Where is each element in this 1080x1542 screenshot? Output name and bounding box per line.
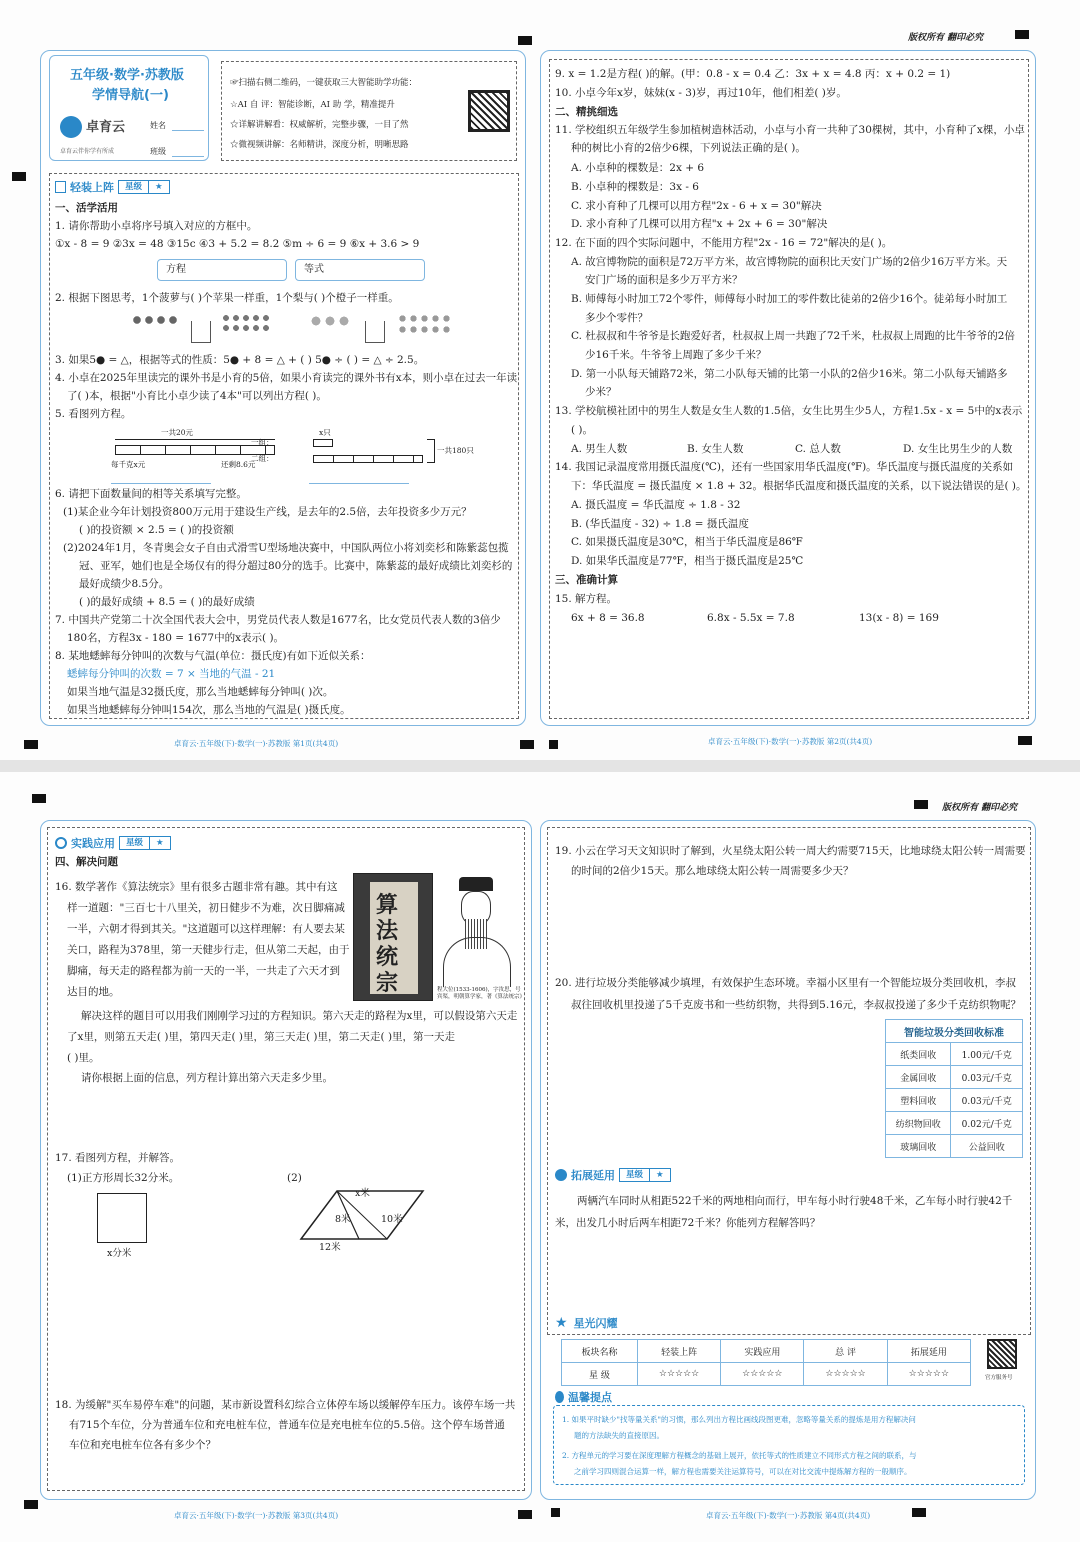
question-17-1: (1)正方形周长32分米。: [67, 1172, 180, 1184]
figure-label: 12米: [319, 1242, 341, 1253]
question-11-cont: 种的树比小育的2倍少6棵，下列说法正确的是( )。: [571, 142, 806, 154]
robe-icon: [443, 937, 511, 987]
registration-mark: [24, 1500, 38, 1509]
sheet-gap: [0, 760, 1080, 772]
tips-header: [555, 1389, 612, 1405]
question-6-2-cont: 最好成绩少8.5分。: [79, 578, 170, 590]
scale-icon: [365, 321, 385, 343]
answer-line[interactable]: [111, 483, 211, 484]
registration-mark: [1018, 736, 1032, 745]
question-8-formula: 蟋蟀每分钟叫的次数 = 7 × 当地的气温 - 21: [67, 668, 276, 680]
page-footer: 卓育云·五年级(下)·数学(一)·苏教版 第3页(共4页): [174, 1511, 339, 1520]
brace-line: [427, 439, 435, 463]
table-row: [562, 1363, 971, 1386]
option[interactable]: D. 如果华氏温度是77℉，相当于摄氏温度是25℃: [571, 555, 804, 567]
page-footer: 卓育云·五年级(下)·数学(一)·苏教版 第1页(共4页): [174, 739, 339, 748]
qr-caption: 官方服务号: [985, 1375, 1013, 1381]
section-header: [555, 1167, 671, 1183]
option-cont: 少米？: [585, 386, 617, 398]
bulb-icon: [555, 1391, 564, 1403]
part-heading: 一、活学活用: [55, 202, 118, 214]
diagram-label: 一组：: [251, 438, 274, 447]
table-row: [562, 1340, 971, 1363]
diagram-label: 还剩8.6元: [221, 460, 256, 469]
question-16-cont: 一半，六朝才得到其关。"这道题可以这样理解：有人要去某: [67, 923, 345, 935]
stars-value: ★: [649, 1169, 670, 1181]
question-7: 7. 中国共产党第二十次全国代表大会中，男党员代表人数是1677名，比女党员代表人数的3倍少: [55, 614, 501, 626]
book-image: [353, 873, 433, 1001]
table-row: [886, 1043, 1023, 1066]
segment-bar: [313, 455, 423, 463]
table-header: 板块名称: [562, 1340, 638, 1363]
table-cell: 玻璃回收: [886, 1135, 951, 1158]
stars-value: ★: [149, 837, 170, 849]
table-cell: 金属回收: [886, 1066, 951, 1089]
tips-box: [553, 1405, 1025, 1485]
option-cont: 安门广场的面积是多少万平方米？: [585, 274, 743, 286]
balance-scale-1: [131, 313, 271, 349]
equation-box[interactable]: 方程: [157, 259, 287, 281]
table-cell: 0.03元/千克: [951, 1066, 1023, 1089]
question-16: 16. 数学著作《算法统宗》里有很多古题非常有趣。其中有这: [55, 881, 338, 893]
question-20: 20. 进行垃圾分类能够减少填埋，有效保护生态环境。幸福小区里有一个智能垃圾分类回收机，李叔: [555, 977, 1017, 989]
star-icon: ★: [555, 1315, 568, 1331]
orange-icon: [397, 313, 453, 335]
page-footer: 卓育云·五年级(下)·数学(一)·苏教版 第2页(共4页): [708, 737, 873, 746]
stars-tag: [619, 1168, 671, 1182]
diagram-label: 每千克x元: [111, 460, 146, 469]
extend-icon: [555, 1169, 567, 1181]
question-9: 9. x = 1.2是方程( )的解。(甲：0.8 - x = 0.4 乙：3x + x = 4.8 丙：x + 0.2 = 1): [555, 68, 951, 80]
stars-label: 星级: [626, 1170, 644, 1180]
table-cell: 1.00元/千克: [951, 1043, 1023, 1066]
registration-mark: [518, 36, 532, 45]
qr-code-icon[interactable]: [987, 1339, 1017, 1369]
question-16-p2-blanks: 了x里，则第五天走( )里，第四天走( )里，第三天走( )里，第二天走( )里，第一天走: [67, 1031, 456, 1043]
pineapple-icon: [131, 313, 181, 327]
option[interactable]: D. 求小育种了几棵可以用方程"x + 2x + 6 = 30"解决: [571, 218, 828, 230]
question-6-2-blank: ( )的最好成绩 + 8.5 = ( )的最好成绩: [79, 596, 255, 608]
equation: 13(x - 8) = 169: [859, 612, 939, 624]
portrait-image: [437, 877, 517, 987]
question-16-cont: 样一道题："三百七十八里关，初日健步不为难，次日脚痛减: [67, 902, 345, 914]
question-18-cont: 车位和充电桩车位各有多少个？: [69, 1439, 216, 1451]
flash-title: 星光闪耀: [573, 1317, 618, 1330]
page-1: [40, 50, 526, 726]
brand-name: 卓育云: [86, 120, 126, 135]
registration-mark: [1015, 30, 1029, 39]
page-footer: 卓育云·五年级(下)·数学(一)·苏教版 第4页(共4页): [706, 1511, 871, 1520]
question-14: 14. 我国记录温度常用摄氏温度(℃)，还有一些国家用华氏温度(℉)。华氏温度与摄氏温度的关系如: [555, 461, 1014, 473]
question-18-cont: 有715个车位，分为普通车位和充电桩车位，普通车位是充电桩车位的5.5倍。这个停车场普通: [69, 1419, 505, 1431]
table-row: [886, 1066, 1023, 1089]
apple-icon: [221, 313, 269, 335]
evaluation-table: [561, 1339, 971, 1386]
registration-mark: [520, 740, 534, 749]
question-14-cont: 下：华氏温度 = 摄氏温度 × 1.8 + 32。根据华氏温度和摄氏温度的关系，以下说法错误的是( )。: [571, 480, 1027, 492]
scale-icon: [191, 321, 211, 343]
question-16-cont: 达目的地。: [67, 986, 120, 998]
table-header: 轻装上阵: [637, 1340, 720, 1363]
promo-line: ☆AI 自 评：智能诊断，AI 助 学，精准提升: [230, 100, 395, 110]
table-row: [886, 1089, 1023, 1112]
figure-label: 8米: [335, 1214, 351, 1225]
question-6: 6. 请把下面数量间的相等关系填写完整。: [55, 488, 247, 500]
question-20-cont: 叔往回收机里投递了5千克废书和一些纺织物，共得到5.16元，李叔叔投递了多少千克纺织物呢？: [571, 999, 1022, 1011]
star-rating[interactable]: ☆☆☆☆☆: [804, 1363, 887, 1386]
registration-mark: [24, 740, 38, 749]
option[interactable]: C. 总人数: [795, 443, 841, 455]
balance-scale-2: [309, 313, 459, 349]
star-rating[interactable]: ☆☆☆☆☆: [637, 1363, 720, 1386]
sheet-bottom: [0, 772, 1080, 1542]
question-16-p2: 解决这样的题目可以用我们刚刚学习过的方程知识。第六天走的路程为x里，可以假设第六天走: [81, 1010, 518, 1022]
question-3: 3. 如果5● = △，根据等式的性质：5● + 8 = △ + ( ) 5● ÷ ( ) = △ ÷ 2.5。: [55, 354, 425, 366]
question-7-cont: 180名，方程3x - 180 = 1677中的x表示( )。: [67, 632, 285, 644]
question-16-cont: 关口，路程为378里，第一天健步行走，但从第二天起，由于: [67, 944, 350, 956]
equality-box[interactable]: 等式: [295, 259, 425, 281]
table-cell: 纺织物回收: [886, 1112, 951, 1135]
star-rating[interactable]: ☆☆☆☆☆: [887, 1363, 970, 1386]
table-header: 拓展延用: [887, 1340, 970, 1363]
section-header: [55, 179, 170, 195]
option[interactable]: A. 故宫博物院的面积是72万平方米，故宫博物院的面积比天安门广场的2倍少16万平方米。天: [571, 256, 1008, 268]
question-17: 17. 看图列方程，并解答。: [55, 1152, 181, 1164]
name-field[interactable]: [172, 130, 204, 131]
class-field[interactable]: [172, 156, 204, 157]
brand-slogan: 卓育云伴你学有所成: [60, 148, 115, 155]
option[interactable]: B. 师傅每小时加工72个零件，师傅每小时加工的零件数比徒弟的2倍少16个。徒弟每小时加工: [571, 293, 1008, 305]
question-1: 1. 请你帮助小卓将序号填入对应的方框中。: [55, 220, 258, 232]
figure-label: x分米: [107, 1248, 132, 1259]
figure-label: x米: [355, 1188, 370, 1199]
diagram-label: 一共20元: [161, 428, 194, 437]
question-4-cont: 了( )本，根据"小育比小卓少读了4本"可以列出方程( )。: [67, 390, 327, 402]
sheet-top: [0, 0, 1080, 760]
recycle-rate-table: [885, 1019, 1023, 1158]
option[interactable]: C. 求小育种了几棵可以用方程"2x - 6 + x = 30"解决: [571, 200, 822, 212]
stars-tag: [119, 836, 171, 850]
answer-line[interactable]: [309, 483, 409, 484]
extension-question-cont: 米，出发几小时后两车相距72千米？你能列方程解答吗？: [555, 1217, 821, 1229]
question-6-1: (1)某企业今年计划投资800万元用于建设生产线，是去年的2.5倍，去年投资多少万元？: [63, 506, 472, 518]
table-header: 总 评: [804, 1340, 887, 1363]
flash-header: [555, 1315, 618, 1331]
section-title: 拓展延用: [571, 1169, 615, 1182]
table-cell: 0.03元/千克: [951, 1089, 1023, 1112]
copyright-header: 版权所有 翻印必究: [908, 33, 984, 43]
stars-tag: [118, 180, 170, 194]
diagram-label: x只: [319, 428, 331, 437]
page-title: 五年级·数学·苏教版: [70, 68, 184, 83]
table-cell: 公益回收: [951, 1135, 1023, 1158]
question-13: 13. 学校航模社团中的男生人数是女生人数的1.5倍，女生比男生少5人，方程1.5x - x = 5中的x表示: [555, 405, 1023, 417]
section-header: [55, 835, 171, 851]
stars-label: 星级: [125, 182, 143, 192]
hat-icon: [459, 877, 493, 891]
section-title: 轻装上阵: [70, 181, 114, 194]
gear-icon: [55, 837, 67, 849]
option[interactable]: A. 摄氏温度 = 华氏温度 ÷ 1.8 - 32: [571, 499, 741, 511]
stars-label: 星级: [126, 838, 144, 848]
registration-mark: [518, 1510, 532, 1519]
star-rating[interactable]: ☆☆☆☆☆: [721, 1363, 804, 1386]
page-subtitle: 学情导航(一): [92, 88, 169, 103]
title-block: [49, 55, 209, 161]
part-heading: 二、精挑细选: [555, 106, 618, 118]
option[interactable]: D. 第一小队每天铺路72米，第二小队每天铺的比第一小队的2倍少16米。第二小队每天铺路多: [571, 368, 1008, 380]
option[interactable]: B. 小卓种的棵数是：3x - 6: [571, 181, 699, 193]
doc-icon: [55, 181, 66, 193]
registration-mark: [12, 172, 26, 181]
option[interactable]: C. 如果摄氏温度是30℃，相当于华氏温度是86℉: [571, 536, 803, 548]
part-heading: 四、解决问题: [55, 856, 118, 868]
table-row: [886, 1112, 1023, 1135]
question-12: 12. 在下面的四个实际问题中，不能用方程"2x - 16 = 72"解决的是( )。: [555, 237, 893, 249]
question-19-cont: 的时间的2倍少15天。那么地球绕太阳公转一周需要多少天？: [571, 865, 854, 877]
class-label: 班级: [150, 147, 166, 156]
registration-mark: [914, 800, 928, 809]
question-5: 5. 看图列方程。: [55, 408, 132, 420]
part-heading: 三、准确计算: [555, 574, 618, 586]
option[interactable]: B. (华氏温度 - 32) ÷ 1.8 = 摄氏温度: [571, 518, 749, 530]
question-6-2-cont: 冠、亚军，她们也是全场仅有的得分超过80分的选手。比赛中，陈紫蕊的最好成绩比刘奕杉的: [79, 560, 513, 572]
pear-icon: [309, 313, 353, 329]
table-cell: 塑料回收: [886, 1089, 951, 1112]
registration-mark: [32, 794, 46, 803]
segment-diagram-2: [251, 427, 481, 477]
promo-box: [221, 61, 517, 161]
name-label: 姓名: [150, 121, 166, 130]
qr-code-icon[interactable]: [468, 90, 510, 132]
question-1-items: ①x - 8 = 9 ②3x = 48 ③15c ④3 + 5.2 = 8.2 ⑤m ÷ 6 = 9 ⑥x + 3.6 > 9: [55, 238, 420, 250]
tip-line: 1. 如果平时缺少"找等量关系"的习惯，那么列出方程比画线段图更难，忽略等量关系的提炼是用方程解决问: [562, 1415, 916, 1424]
page-3: [40, 820, 532, 1500]
page-2: [540, 50, 1036, 726]
tips-title: 温馨提点: [568, 1391, 612, 1404]
tip-line: 题的方法缺失的直接原因。: [574, 1431, 664, 1440]
table-row: [886, 1135, 1023, 1158]
option[interactable]: A. 男生人数: [571, 443, 628, 455]
tip-line: 之前学习四则混合运算一样，解方程也需要关注运算符号，可以在对比交流中提炼解方程的一般顺序。: [574, 1467, 912, 1476]
option-cont: 多少个零件？: [585, 312, 648, 324]
question-11: 11. 学校组织五年级学生参加植树造林活动，小卓与小育一共种了30棵树，其中，小育种了x棵，小卓: [555, 124, 1025, 136]
question-16-p3: 请你根据上面的信息，列方程计算出第六天走多少里。: [81, 1072, 333, 1084]
option[interactable]: C. 杜叔叔和牛爷爷是长跑爱好者，杜叔叔上周一共跑了72千米，杜叔叔上周跑的比牛爷爷的2倍: [571, 330, 1015, 342]
promo-line: ☆详解讲解看：权威解析，完整步骤，一目了然: [230, 120, 409, 130]
diagram-label: 二组：: [251, 454, 274, 463]
table-title: 智能垃圾分类回收标准: [886, 1020, 1023, 1043]
square-figure: [97, 1193, 147, 1243]
registration-mark: [551, 1508, 560, 1517]
table-header: 实践应用: [721, 1340, 804, 1363]
option[interactable]: A. 小卓种的棵数是：2x + 6: [571, 162, 705, 174]
page-4: [540, 820, 1036, 1500]
registration-mark: [912, 1508, 926, 1517]
question-2: 2. 根据下图思考，1个菠萝与( )个苹果一样重，1个梨与( )个橙子一样重。: [55, 292, 399, 304]
extension-question: 两辆汽车同时从相距522千米的两地相向而行，甲车每小时行驶48千米，乙车每小时行驶42千: [577, 1195, 1013, 1207]
question-8: 8. 某地蟋蟀每分钟叫的次数与气温(单位：摄氏度)有如下近似关系：: [55, 650, 371, 662]
question-17-2: (2): [287, 1172, 302, 1184]
question-16-cont: 脚痛，每天走的路程都为前一天的一半，一共走了六天才到: [67, 965, 340, 977]
question-18: 18. 为缓解"买车易停车难"的问题，某市新设置科幻综合立体停车场以缓解停车压力。该停车场一共: [55, 1399, 516, 1411]
question-8-b: 如果当地蟋蟀每分钟叫154次，那么当地的气温是( )摄氏度。: [67, 704, 351, 716]
portrait-caption: 程大位(1533-1606)，字汝思，号宾渠，明朝算学家，著《算法统宗》: [437, 987, 526, 1000]
figure-label: 10米: [381, 1214, 403, 1225]
question-10: 10. 小卓今年x岁，妹妹(x - 3)岁，再过10年，他们相差( )岁。: [555, 87, 847, 99]
equation: 6x + 8 = 36.8: [571, 612, 645, 624]
question-4: 4. 小卓在2025年里读完的课外书是小育的5倍，如果小育读完的课外书有x本，则小卓在过去一年读: [55, 372, 518, 384]
option[interactable]: D. 女生比男生少的人数: [903, 443, 1013, 455]
question-6-2: (2)2024年1月，冬青奥会女子自由式滑雪U型场地决赛中，中国队两位小将刘奕杉和陈紫蕊包揽: [63, 542, 509, 554]
question-8-a: 如果当地气温是32摄氏度，那么当地蟋蟀每分钟叫( )次。: [67, 686, 334, 698]
question-19: 19. 小云在学习天文知识时了解到，火星绕太阳公转一周大约需要715天，比地球绕太阳公转一周需要: [555, 845, 1026, 857]
question-15: 15. 解方程。: [555, 593, 618, 605]
diagram-label: 一共180只: [437, 446, 474, 455]
table-cell: 0.02元/千克: [951, 1112, 1023, 1135]
promo-line: ☆微视频讲解：名师精讲，深度分析，明晰思路: [230, 140, 409, 150]
question-16-p2-blanks: ( )里。: [67, 1052, 100, 1064]
segment-bar: [313, 439, 333, 447]
tip-line: 2. 方程单元的学习要在深度理解方程概念的基础上展开，依托等式的性质建立不同形式方程之间的联系，与: [562, 1451, 917, 1460]
book-title: 算法统宗: [376, 892, 399, 996]
section-title: 实践应用: [71, 837, 115, 850]
table-cell: 纸类回收: [886, 1043, 951, 1066]
option-cont: 少16千米。牛爷爷上周跑了多少千米？: [585, 349, 767, 361]
copyright-header: 版权所有 翻印必究: [942, 803, 1018, 813]
question-6-1-blank: ( )的投资额 × 2.5 = ( )的投资额: [79, 524, 234, 536]
question-13-cont: ( )。: [571, 424, 594, 436]
equation: 6.8x - 5.5x = 7.8: [707, 612, 795, 624]
option[interactable]: B. 女生人数: [687, 443, 744, 455]
stars-value: ★: [148, 181, 169, 193]
registration-mark: [549, 740, 558, 749]
brand-logo-icon: [60, 116, 82, 138]
table-cell: 星 级: [562, 1363, 638, 1386]
promo-line: ☞扫描右侧二维码，一键获取三大智能助学功能：: [230, 78, 418, 88]
